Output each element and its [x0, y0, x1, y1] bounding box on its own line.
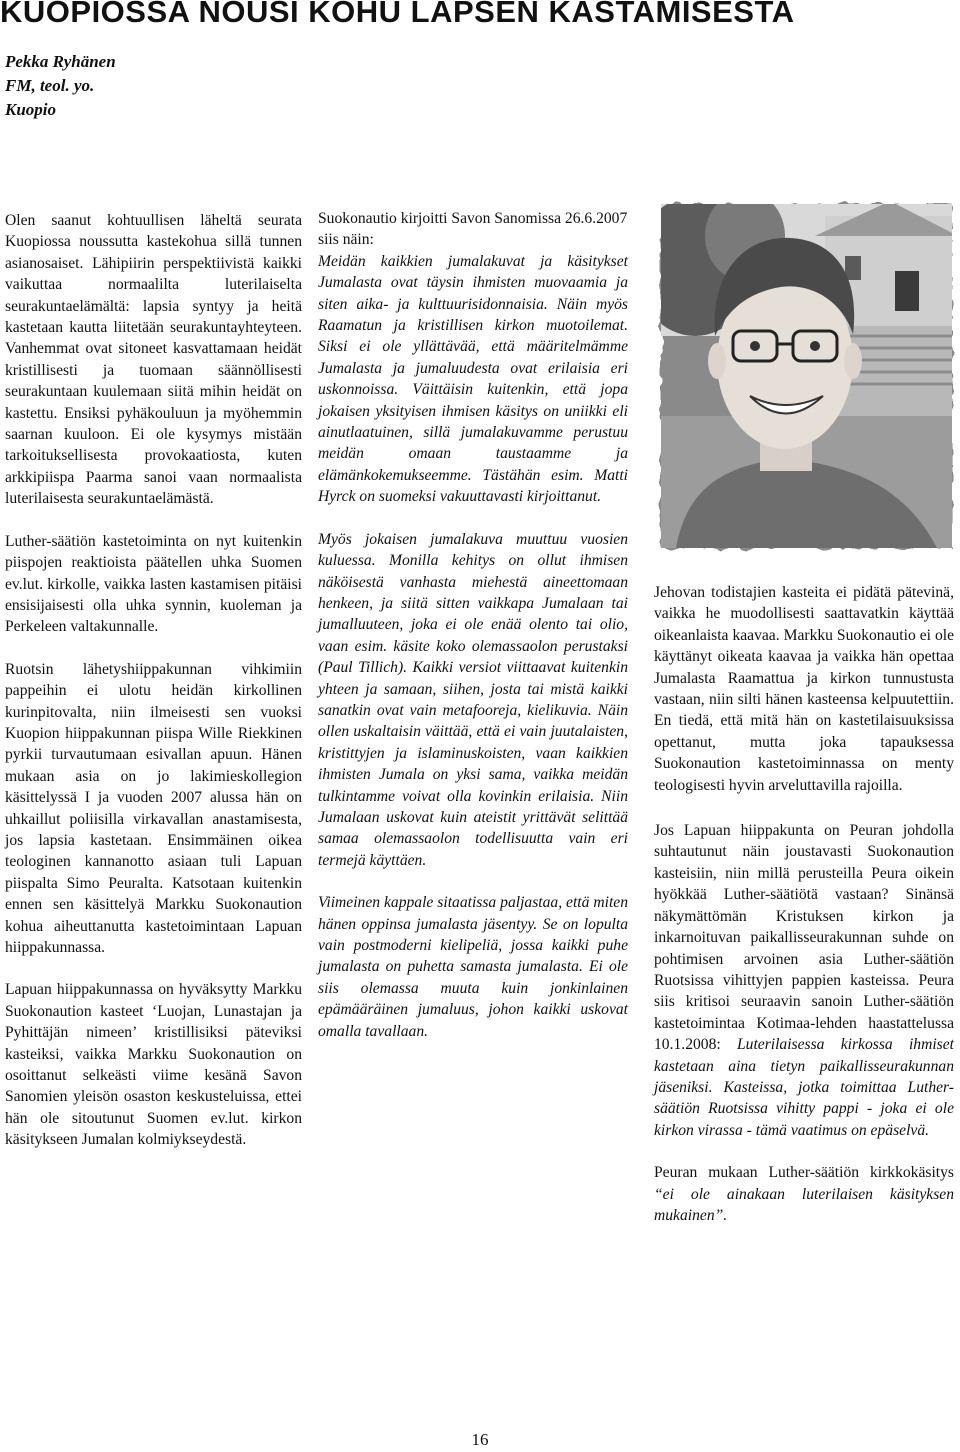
paragraph: Lapuan hiippakunnassa on hyväksytty Markku Suokonaution kasteet ‘Luojan, Lunastajan ja Pyhittäjän nimeen’ kristillisiksi päteviksi kasteiksi, vaikka Markku Suokonaution on osoittanut selkeästi viime kesänä Savon Sanomien yleisön osaston keskusteluissa, ettei hän ole sitoutunut Suomen ev.lut. kirkon käsitykseen Jumalan kolmiykseydestä. — [5, 981, 302, 1149]
author-location: Kuopio — [5, 100, 57, 119]
quote-text: Luterilaisessa kirkossa ihmiset kastetaan aina tietyn paikallisseurakunnan jäseniksi. Kasteissa, jotka toimittaa Luther-säätiön Ruotsissa vihitty pappi - joka ei ole kirkon virassa - tämä vaatimus on epäselvä. — [654, 1036, 954, 1139]
paragraph: Olen saanut kohtuullisen läheltä seurata Kuopiossa noussutta kastekohua sillä tunnen asianosaiset. Lähipiirin perspektiivistä kaikki vaikuttaa normaalilta luterilaiselta seurakuntaelämältä: lapsia syntyy ja heitä kastetaan kautta liitetään seurakuntayhteyteen. Vanhemmat ovat sitoneet kasvattamaan heidät kristillisesti ja tuomaan säännöllisesti seurakuntaan kuulemaan siitä mihin heidät on kastettu. Ensiksi pyhäkouluun ja myöhemmin saarnan kuuloon. Ei ole kysymys mistään tarkoituksellisesta provokaatiosta, kuten arkkipiispa Paarma sanoi vaan normaalista luterilaisesta seurakuntaelämästä. — [5, 212, 302, 508]
column-3 — [654, 582, 954, 1226]
author-degree: FM, teol. yo. — [5, 76, 95, 95]
column-1 — [5, 210, 302, 1151]
portrait-photo-image — [655, 196, 958, 554]
paragraph-text: Peuran mukaan Luther-säätiön kirkkokäsitys — [654, 1164, 954, 1182]
paragraph: Ruotsin lähetyshiippakunnan vihkimiin pappeihin ei ulotu heidän kirkollinen kurinpitovalta, niin ilmeisesti sen vuoksi Kuopion hiippakunnan piispa Wille Riekkinen pyrkii turvautumaan esivallan apuun. Hänen mukaan asia on jo lakimieskollegion käsittelyssä I ja vuoden 2007 alussa hän on uhkaillut poliisilla virkavallan anastamisesta, jos lapsia kastetaan. Ensimmäinen oikea teologinen kannanotto asiaan tuli Lapuan piispalta Simo Peuralta. Katsotaan kuitenkin ennen sen käsittelyä Markku Suokonaution kohua aiheuttanutta kastetoimintaan Lapuan hiippakunnassa. — [5, 660, 302, 956]
paragraph-text: Jos Lapuan hiippakunta on Peuran johdolla suhtautunut näin joustavasti Suokonaution kasteisiin, niin millä perusteilla Peura oikein hyökkää Luther-säätiötä vastaan? Sinänsä näkymättömän Kristuksen kirkon ja inkarnoituvan paikallisseurakunnan suhde on pohtimisen arvoinen asia Luther-säätiön Ruotsissa vihittyjen pappien kasteissa. Peura siis kritisoi seuraavin sanoin Luther-säätiön kastetoimintaa Kotimaa-lehden haastattelussa 10.1.2008: — [654, 822, 954, 1054]
column-2 — [318, 208, 628, 1042]
paragraph — [654, 1162, 954, 1226]
article-title: KUOPIOSSA NOUSI KOHU LAPSEN KASTAMISESTA — [0, 0, 795, 29]
paragraph — [654, 820, 954, 1141]
quote-paragraph: Meidän kaikkien jumalakuvat ja käsitykset Jumalasta ovat täysin ihmisten muovaamia ja siten aika- ja kulttuurisidonnaisia. Näin myös Raamatun ja kristillisen kirkon muotoilemat. Siksi ei ole yllättävää, että määritelmämme Jumalasta ja jumaluudesta ovat erilaisia eri uskonnoissa. Väittäisin kuitenkin, että jopa jokaisen yksityisen ihmisen käsitys on uniikki eli ainutlaatuinen, sillä jumalakuvamme perustuu meidän omaan taustaamme ja elämänkokemukseemme. Tästähän esim. Matti Hyrck on suomeksi vakuuttavasti kirjoittanut. — [318, 252, 628, 506]
portrait-photo — [655, 196, 958, 554]
paragraph: Viimeinen kappale sitaatissa paljastaa, että miten hänen oppinsa jumalasta jäsentyy. Se on lopulta vain postmoderni kielipeliä, jossa kaikki puhe jumalasta on puhetta samasta jumalasta. Ei ole siis olemassa muuta kuin jonkinlainen epämääräinen jumaluus, johon kaikki uskovat omalla tavallaan. — [318, 894, 628, 1040]
author-name: Pekka Ryhänen — [5, 52, 116, 71]
paragraph: Luther-säätiön kastetoiminta on nyt kuitenkin piispojen reaktioista päätellen uhka Suomen ev.lut. kirkolle, vaikka lasten kastamisen pitäisi ensisijaisesti olla uhka synnin, kuoleman ja Perkeleen valtakunnalle. — [5, 532, 302, 636]
page-number: 16 — [471, 1430, 489, 1449]
quote-intro: Suokonautio kirjoitti Savon Sanomissa 26.6.2007 siis näin: — [318, 210, 628, 249]
paragraph: Jehovan todistajien kasteita ei pidätä pätevinä, vaikka he muodollisesti saattavatkin käyttää oikeanlaista kaavaa. Markku Suokonautio ei ole käyttänyt oikeata kaavaa ja vaikka hän opettaa Jumalasta Raamattua ja kirkon tunnustusta vastaan, niin silti hänen kasteensa kelpuutettiin. En tiedä, että mitä hän on kastetilaisuuksissa opettanut, mutta joka tapauksessa Suokonaution kastetoiminnassa on menty teologisesti hyvin arveluttavilla rajoilla. — [654, 584, 954, 794]
quote-paragraph: Myös jokaisen jumalakuva muuttuu vuosien kuluessa. Monilla kehitys on ollut ihmisen näköisestä vanhasta miehestä aineettomaan henkeen, ja siitä sitten vaikkapa Jumalaan tai jumalluuteen, joka ei ole enää olento tai olio, vaan esim. käsite koko olemassaolon perustaksi (Paul Tillich). Kaikki versiot viittaavat kuitenkin yhteen ja samaan, siihen, josta tai mistä kaikki sanatkin ovat vain metafooreja, kielikuvia. Näin ollen uskaltaisin väittää, että ei vain juutalaisten, kristittyjen ja islaminuskoisten, vaan kaikkien ihmisten Jumala on yksi sama, vaikka meidän tulkintamme voivat olla kovinkin erilaisia. Niin Jumalaan uskovat kuin ateistit yrittävät selittää samaa olemassaolon todellisuutta vain eri termejä käyttäen. — [318, 530, 628, 869]
byline — [5, 50, 116, 122]
quote-text: “ei ole ainakaan luterilaisen käsityksen mukainen”. — [654, 1185, 954, 1224]
